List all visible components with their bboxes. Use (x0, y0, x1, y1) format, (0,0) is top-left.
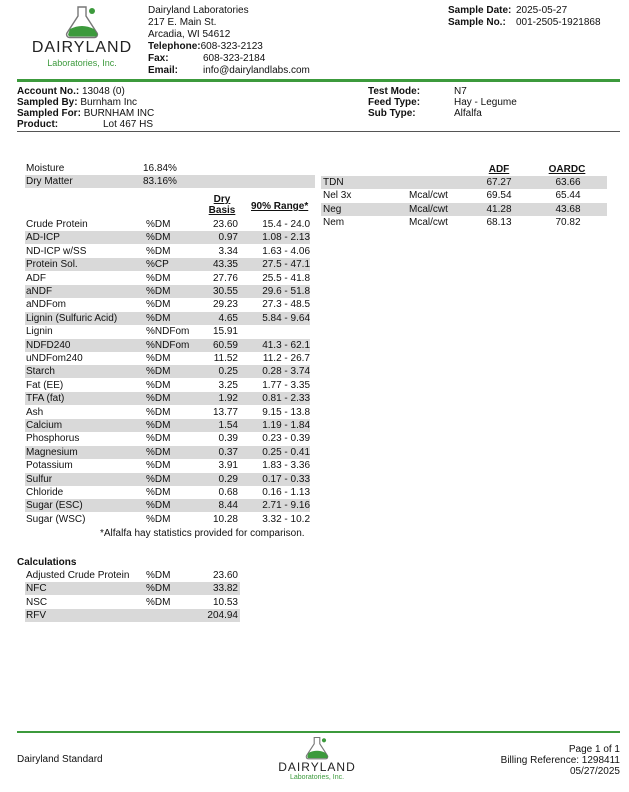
telephone-value: 608-323-2123 (200, 41, 263, 52)
sub-type-label: Sub Type: (368, 108, 416, 119)
nutrient-name: Fat (EE) (26, 379, 64, 391)
nutrient-range: 1.08 - 2.13 (262, 232, 310, 244)
nutrient-unit: %DM (146, 366, 171, 378)
nutrient-range: 3.32 - 10.2 (262, 513, 310, 525)
table-row (25, 272, 310, 285)
nutrient-name: ADF (26, 272, 46, 284)
nutrient-unit: %DM (146, 473, 171, 485)
energy-unit: Mcal/cwt (409, 217, 448, 229)
email-label: Email: (148, 65, 179, 76)
flask-icon (303, 736, 331, 760)
sampled-for-label: Sampled For: (17, 108, 81, 119)
nutrient-unit: %DM (146, 299, 171, 311)
energy-name: Nem (323, 217, 345, 229)
nutrient-value: 0.25 (218, 366, 238, 378)
nutrient-range: 5.84 - 9.64 (262, 312, 310, 324)
nutrient-name: uNDFom240 (26, 353, 83, 364)
nutrient-unit: %DM (146, 500, 171, 512)
lab-name: Dairyland Laboratories (148, 5, 249, 16)
telephone-label: Telephone: (148, 41, 201, 52)
calc-unit: %DM (146, 583, 171, 595)
footer-rule (17, 731, 620, 733)
calc-value: 33.82 (212, 583, 238, 595)
nutrient-name: Lignin (26, 326, 53, 338)
nutrient-range: 0.23 - 0.39 (262, 433, 310, 445)
nutrient-unit: %NDFom (146, 326, 190, 338)
nutrient-name: Lignin (Sulfuric Acid) (26, 312, 118, 324)
calc-name: Adjusted Crude Protein (26, 570, 130, 581)
table-row (25, 325, 310, 338)
account-value: 13048 (0) (82, 86, 125, 97)
sampled-by-value: Burnham Inc (80, 97, 138, 108)
lab-address2: Arcadia, WI 54612 (148, 29, 231, 40)
fax-value: 608-323-2184 (203, 53, 266, 64)
dry-matter-row (25, 175, 315, 188)
nutrient-name: Phosphorus (26, 433, 80, 445)
energy-oardc-header: OARDC (548, 164, 586, 175)
calculations-title: Calculations (17, 557, 77, 568)
energy-adf-value: 67.27 (486, 177, 512, 188)
table-row (321, 216, 607, 229)
nutrient-unit: %DM (146, 353, 171, 364)
nutrient-value: 1.54 (218, 420, 238, 431)
nutrient-value: 15.91 (212, 326, 238, 338)
table-row (321, 176, 607, 189)
table-row (25, 419, 310, 432)
nutrient-unit: %DM (146, 420, 171, 431)
table-row (25, 218, 310, 231)
calc-name: NFC (26, 583, 47, 595)
table-row (321, 203, 607, 216)
nutrient-name: aNDFom (26, 299, 67, 311)
nutrient-range: 2.71 - 9.16 (262, 500, 310, 512)
nutrient-range: 27.5 - 47.1 (262, 259, 310, 271)
dry-matter-name: Dry Matter (26, 176, 73, 187)
energy-adf-value: 41.28 (486, 203, 512, 215)
table-row (25, 339, 310, 352)
test-mode-label: Test Mode: (368, 86, 421, 97)
footer-right (501, 744, 620, 777)
nutrient-unit: %NDFom (146, 339, 190, 351)
energy-oardc-value: 65.44 (555, 190, 581, 202)
energy-unit: Mcal/cwt (409, 203, 448, 215)
nutrient-range: 0.16 - 1.13 (262, 487, 310, 498)
logo-word: DAIRYLAND (31, 39, 133, 56)
sub-type-value: Alfalfa (454, 108, 482, 119)
nutrient-value: 8.44 (218, 500, 238, 512)
energy-name: Neg (323, 203, 342, 215)
table-row (25, 499, 310, 512)
nutrient-range: 0.28 - 3.74 (262, 366, 310, 378)
nutrient-value: 3.34 (218, 245, 238, 257)
nutrient-value: 43.35 (212, 259, 238, 271)
nutrient-name: Calcium (26, 420, 63, 431)
moisture-row (25, 162, 315, 175)
nutrient-unit: %DM (146, 245, 171, 257)
nutrient-unit: %DM (146, 286, 171, 297)
nutrient-value: 4.65 (218, 312, 238, 324)
footer-logo (272, 736, 362, 784)
email-value[interactable]: info@dairylandlabs.com (203, 65, 310, 76)
nutrient-value: 13.77 (212, 406, 238, 418)
sample-no-value: 001-2505-1921868 (516, 17, 601, 28)
nutrient-range: 11.2 - 26.7 (262, 353, 310, 364)
product-value: Lot 467 HS (103, 119, 154, 130)
nutrient-unit: %DM (146, 513, 171, 525)
nutrient-value: 3.25 (218, 379, 238, 391)
nutrient-name: ND-ICP w/SS (26, 245, 87, 257)
nutrient-value: 60.59 (212, 339, 238, 351)
nutrient-value: 10.28 (212, 513, 238, 525)
nutrient-name: Crude Protein (26, 219, 88, 230)
logo-subtitle: Laboratories, Inc. (47, 58, 117, 68)
nutrient-name: Sulfur (26, 473, 53, 485)
sample-date-value: 2025-05-27 (516, 5, 568, 16)
table-row (25, 298, 310, 311)
calc-name: NSC (26, 596, 48, 608)
nutrient-range: 1.19 - 1.84 (262, 420, 310, 431)
page-number: Page 1 of 1 (568, 744, 620, 755)
account-block (17, 86, 154, 130)
moisture-name: Moisture (26, 163, 65, 174)
product-label: Product: (17, 119, 59, 130)
calc-unit: %DM (146, 596, 171, 608)
fax-label: Fax: (148, 53, 169, 64)
calc-unit: %DM (146, 570, 171, 581)
lab-address1: 217 E. Main St. (148, 17, 217, 28)
nutrient-range: 27.3 - 48.5 (262, 299, 310, 311)
nutrient-value: 1.92 (218, 393, 238, 405)
dry-basis-header: Dry Basis (208, 194, 236, 216)
nutrient-value: 23.60 (212, 219, 238, 230)
table-row (25, 582, 240, 595)
energy-oardc-value: 63.66 (555, 177, 581, 188)
feed-type-value: Hay - Legume (454, 97, 517, 108)
nutrient-unit: %CP (146, 259, 169, 271)
sample-info (448, 5, 601, 29)
nutrient-unit: %DM (146, 393, 171, 405)
table-row (25, 365, 310, 378)
nutrient-name: Chloride (26, 487, 64, 498)
nutrient-value: 0.68 (218, 487, 238, 498)
nutrient-value: 0.39 (218, 433, 238, 445)
nutrient-range: 0.17 - 0.33 (262, 473, 310, 485)
table-row (25, 513, 310, 526)
nutrient-value: 27.76 (212, 272, 238, 284)
nutrient-name: Potassium (26, 460, 73, 472)
nutrient-name: AD-ICP (26, 232, 60, 244)
nutrient-name: Sugar (ESC) (26, 500, 83, 512)
calc-value: 204.94 (207, 610, 238, 622)
lab-logo (28, 5, 136, 71)
nutrient-range: 1.83 - 3.36 (262, 460, 310, 472)
nutrient-range: 0.81 - 2.33 (262, 393, 310, 405)
nutrient-range: 0.25 - 0.41 (262, 446, 310, 458)
nutrient-range: 1.63 - 4.06 (262, 245, 310, 257)
table-row (25, 392, 310, 405)
calc-value: 10.53 (212, 596, 238, 608)
table-row (25, 446, 310, 459)
nutrient-value: 30.55 (212, 286, 238, 297)
energy-adf-value: 69.54 (486, 190, 512, 202)
sampled-for-value: BURNHAM INC (83, 108, 155, 119)
table-row (25, 596, 240, 609)
table-row (25, 406, 310, 419)
energy-oardc-value: 43.68 (555, 203, 581, 215)
nutrient-value: 3.91 (218, 460, 238, 472)
nutrient-unit: %DM (146, 406, 171, 418)
sample-no-label: Sample No.: (448, 17, 506, 28)
nutrient-unit: %DM (146, 460, 171, 472)
nutrient-name: Ash (26, 406, 44, 418)
energy-name: Nel 3x (323, 190, 352, 202)
nutrient-range: 15.4 - 24.0 (262, 219, 310, 230)
table-row (25, 258, 310, 271)
test-info (368, 86, 517, 119)
calc-name: RFV (26, 610, 46, 622)
nutrient-name: TFA (fat) (26, 393, 65, 405)
table-row (25, 245, 310, 258)
nutrient-value: 0.29 (218, 473, 238, 485)
calc-value: 23.60 (212, 570, 238, 581)
nutrient-name: Starch (26, 366, 55, 378)
nutrient-unit: %DM (146, 487, 171, 498)
table-row (25, 352, 310, 365)
nutrient-value: 11.52 (213, 353, 238, 364)
nutrient-unit: %DM (146, 379, 171, 391)
table-row (321, 189, 607, 202)
footer-standard: Dairyland Standard (17, 754, 103, 765)
flask-icon (62, 5, 102, 39)
nutrient-range: 25.5 - 41.8 (262, 272, 310, 284)
header-rule (17, 79, 620, 82)
table-row (25, 459, 310, 472)
nutrient-unit: %DM (146, 232, 171, 244)
nutrient-unit: %DM (146, 446, 171, 458)
nutrient-unit: %DM (146, 219, 171, 230)
nutrient-name: aNDF (26, 286, 53, 297)
nutrient-range: 29.6 - 51.8 (262, 286, 310, 297)
nutrient-unit: %DM (146, 433, 171, 445)
feed-type-label: Feed Type: (368, 97, 421, 108)
test-mode-value: N7 (454, 86, 467, 97)
table-row (25, 312, 310, 325)
energy-name: TDN (323, 177, 344, 188)
moisture-value: 16.84% (143, 163, 177, 174)
nutrient-name: Sugar (WSC) (26, 513, 86, 525)
range-header: 90% Range* (251, 201, 309, 212)
nutrient-name: Magnesium (26, 446, 78, 458)
footer-logo-subtitle: Laboratories, Inc. (289, 774, 345, 781)
account-label: Account No.: (17, 86, 80, 97)
table-row (25, 231, 310, 244)
table-row (25, 285, 310, 298)
lab-contact (148, 5, 310, 77)
billing-reference: Billing Reference: 1298411 (500, 755, 620, 766)
table-row (25, 486, 310, 499)
report-date: 05/27/2025 (569, 766, 620, 777)
account-rule (17, 131, 620, 132)
nutrient-unit: %DM (146, 272, 171, 284)
table-row (25, 569, 240, 582)
sample-date-label: Sample Date: (448, 5, 512, 16)
nutrient-range: 41.3 - 62.1 (262, 339, 310, 351)
nutrients-note: *Alfalfa hay statistics provided for comparison. (100, 528, 305, 539)
nutrient-name: Protein Sol. (26, 259, 78, 271)
table-row (25, 473, 310, 486)
energy-unit: Mcal/cwt (409, 190, 448, 202)
table-row (25, 432, 310, 445)
sampled-by-label: Sampled By: (17, 97, 78, 108)
footer-logo-word: DAIRYLAND (278, 760, 356, 774)
nutrient-value: 0.37 (218, 446, 238, 458)
nutrient-name: NDFD240 (26, 339, 71, 351)
energy-adf-header: ADF (488, 164, 510, 175)
table-row (25, 379, 310, 392)
nutrient-value: 29.23 (212, 299, 238, 311)
dry-matter-value: 83.16% (143, 176, 177, 187)
energy-adf-value: 68.13 (486, 217, 512, 229)
nutrient-range: 1.77 - 3.35 (262, 379, 310, 391)
nutrient-value: 0.97 (218, 232, 238, 244)
table-row (25, 609, 240, 622)
nutrient-range: 9.15 - 13.8 (262, 406, 310, 418)
energy-oardc-value: 70.82 (555, 217, 581, 229)
nutrient-unit: %DM (146, 312, 171, 324)
